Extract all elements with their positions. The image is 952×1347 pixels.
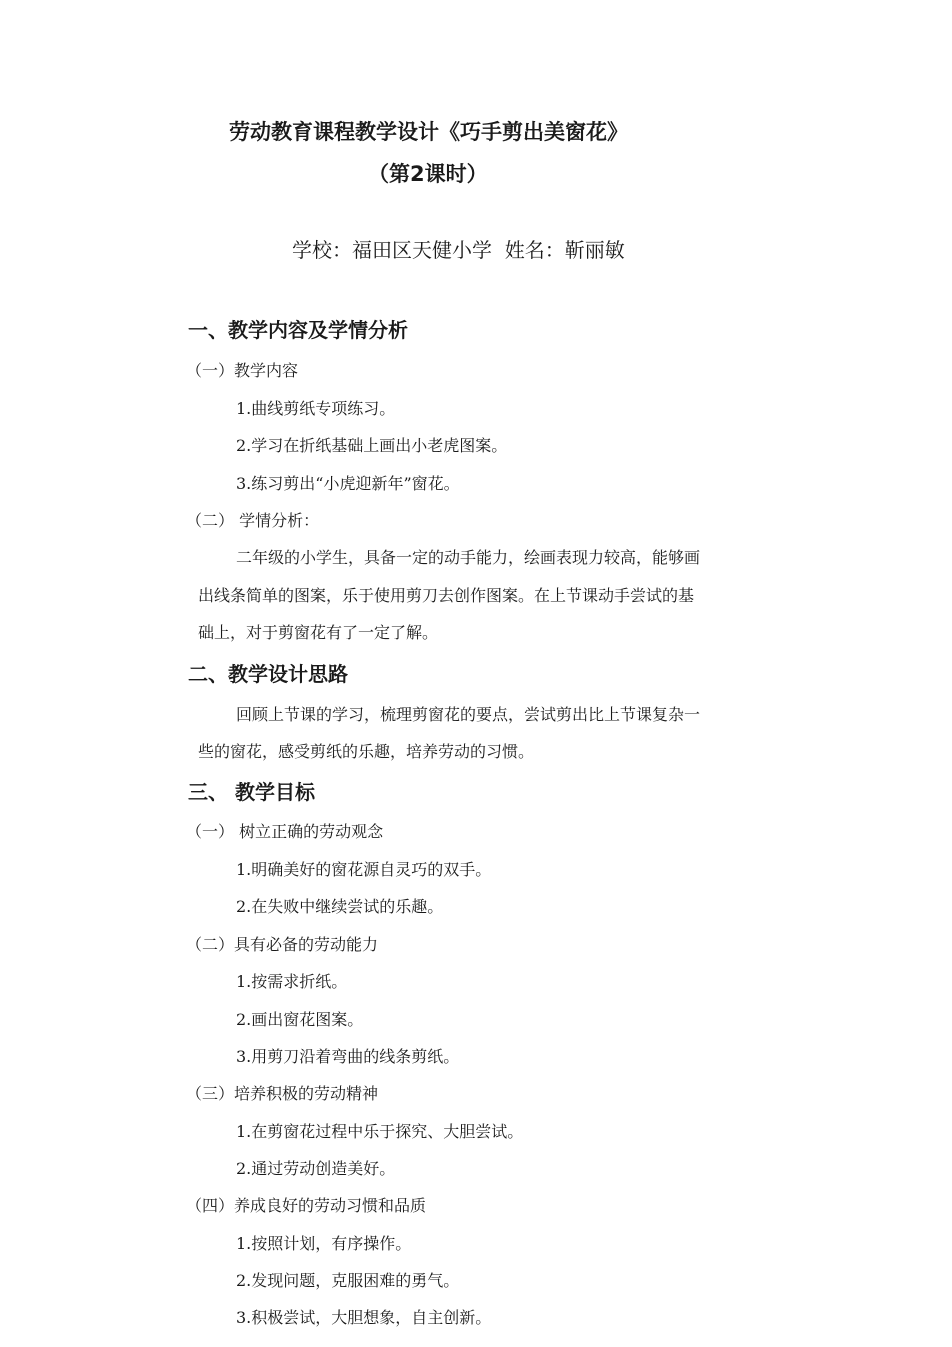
list-item: 2.发现问题，克服困难的勇气。 <box>236 1271 460 1290</box>
section-1-sub-2: （二） 学情分析： <box>186 511 320 530</box>
list-item: 3.积极尝试，大胆想象，自主创新。 <box>236 1308 492 1327</box>
section-2-heading: 二、教学设计思路 <box>188 662 348 686</box>
doc-title: 劳动教育课程教学设计《巧手剪出美窗花》 <box>229 120 628 144</box>
section-3-heading: 三、 教学目标 <box>188 780 315 804</box>
goal-2-title: （二）具有必备的劳动能力 <box>186 935 379 954</box>
doc-subtitle: （第2课时） <box>368 162 488 186</box>
list-item: 2.画出窗花图案。 <box>236 1010 364 1029</box>
list-item: 2.学习在折纸基础上画出小老虎图案。 <box>236 436 508 455</box>
list-item: 3.用剪刀沿着弯曲的线条剪纸。 <box>236 1047 460 1066</box>
list-item: 1.明确美好的窗花源自灵巧的双手。 <box>236 860 492 879</box>
list-item: 2.在失败中继续尝试的乐趣。 <box>236 897 444 916</box>
goal-4-title: （四）养成良好的劳动习惯和品质 <box>186 1196 427 1215</box>
list-item: 1.在剪窗花过程中乐于探究、大胆尝试。 <box>236 1122 524 1141</box>
list-item: 3.练习剪出“小虎迎新年”窗花。 <box>236 474 460 493</box>
list-item: 1.按需求折纸。 <box>236 972 348 991</box>
paragraph-line: 些的窗花，感受剪纸的乐趣，培养劳动的习惯。 <box>198 742 535 761</box>
list-item: 1.曲线剪纸专项练习。 <box>236 399 396 418</box>
paragraph-line: 二年级的小学生，具备一定的动手能力，绘画表现力较高，能够画 <box>236 548 701 567</box>
section-1-sub-1: （一）教学内容 <box>186 361 299 380</box>
section-1-heading: 一、教学内容及学情分析 <box>188 318 408 342</box>
author-info: 学校：福田区天健小学 姓名：靳丽敏 <box>292 238 625 262</box>
paragraph-line: 础上，对于剪窗花有了一定了解。 <box>198 623 439 642</box>
goal-3-title: （三）培养积极的劳动精神 <box>186 1084 379 1103</box>
list-item: 1.按照计划，有序操作。 <box>236 1234 412 1253</box>
list-item: 2.通过劳动创造美好。 <box>236 1159 396 1178</box>
goal-1-title: （一） 树立正确的劳动观念 <box>186 822 384 841</box>
paragraph-line: 回顾上节课的学习，梳理剪窗花的要点，尝试剪出比上节课复杂一 <box>236 705 701 724</box>
paragraph-line: 出线条简单的图案，乐于使用剪刀去创作图案。在上节课动手尝试的基 <box>198 586 695 605</box>
